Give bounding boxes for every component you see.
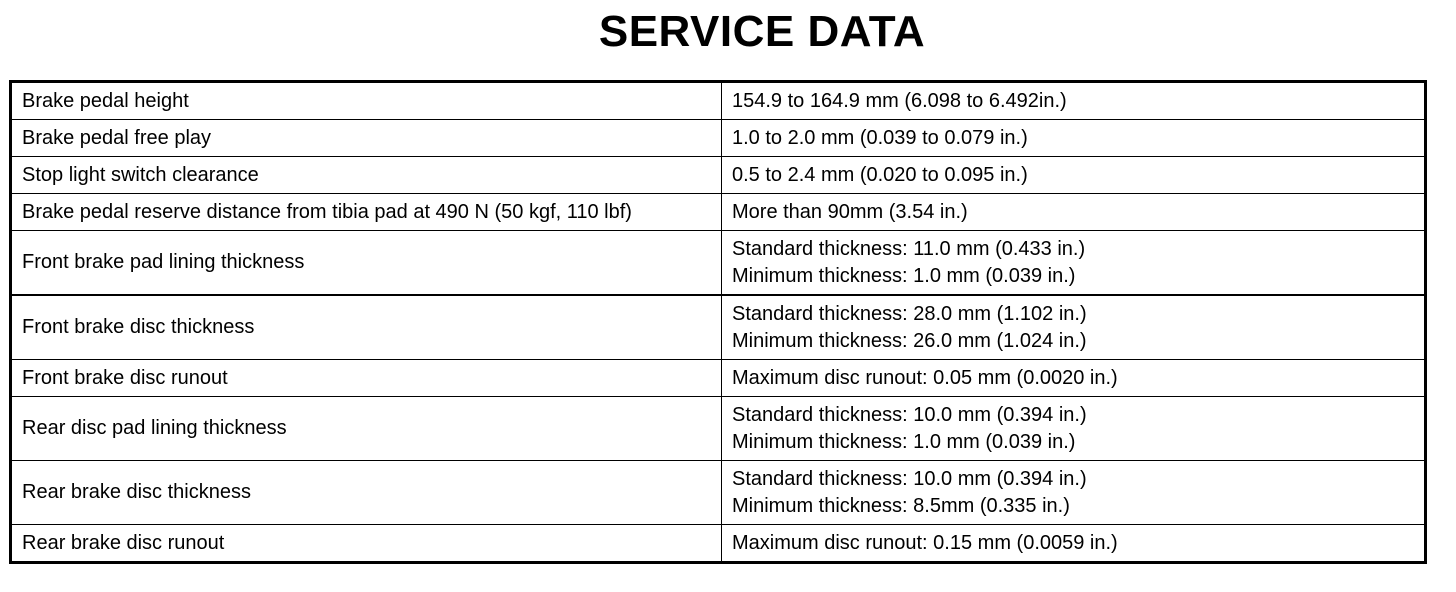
table-row	[11, 157, 1426, 194]
value-line: Minimum thickness: 26.0 mm (1.024 in.)	[732, 329, 1087, 352]
table-row	[11, 82, 1426, 120]
value-cell	[722, 82, 1426, 120]
value-line: Standard thickness: 10.0 mm (0.394 in.)	[732, 467, 1087, 490]
value-line: More than 90mm (3.54 in.)	[732, 200, 968, 223]
value-line: Minimum thickness: 1.0 mm (0.039 in.)	[732, 430, 1076, 453]
value-cell	[722, 360, 1426, 397]
value-cell	[722, 120, 1426, 157]
item-cell: Rear brake disc runout	[11, 525, 722, 563]
value-line: 154.9 to 164.9 mm (6.098 to 6.492in.)	[732, 89, 1067, 112]
table-row	[11, 525, 1426, 563]
table-row	[11, 397, 1426, 461]
table-row	[11, 461, 1426, 525]
value-cell	[722, 157, 1426, 194]
value-line: Standard thickness: 10.0 mm (0.394 in.)	[732, 403, 1087, 426]
table-row	[11, 360, 1426, 397]
value-line: Minimum thickness: 8.5mm (0.335 in.)	[732, 494, 1070, 517]
value-line: Standard thickness: 28.0 mm (1.102 in.)	[732, 302, 1087, 325]
item-cell: Front brake disc runout	[11, 360, 722, 397]
table-row	[11, 194, 1426, 231]
value-cell	[722, 231, 1426, 296]
value-line: 0.5 to 2.4 mm (0.020 to 0.095 in.)	[732, 163, 1028, 186]
item-cell: Front brake disc thickness	[11, 295, 722, 360]
value-cell	[722, 461, 1426, 525]
item-cell: Brake pedal height	[11, 82, 722, 120]
item-cell: Brake pedal free play	[11, 120, 722, 157]
table-row	[11, 295, 1426, 360]
value-cell	[722, 397, 1426, 461]
value-line: Standard thickness: 11.0 mm (0.433 in.)	[732, 237, 1086, 260]
item-cell: Brake pedal reserve distance from tibia pad at 490 N (50 kgf, 110 lbf)	[11, 194, 722, 231]
item-cell: Stop light switch clearance	[11, 157, 722, 194]
item-cell: Front brake pad lining thickness	[11, 231, 722, 296]
value-cell	[722, 194, 1426, 231]
service-data-table	[9, 80, 1427, 564]
value-cell	[722, 295, 1426, 360]
table-row	[11, 231, 1426, 296]
value-line: Maximum disc runout: 0.05 mm (0.0020 in.)	[732, 366, 1118, 389]
page-title: SERVICE DATA	[598, 7, 926, 56]
value-line: Minimum thickness: 1.0 mm (0.039 in.)	[732, 264, 1076, 287]
value-line: 1.0 to 2.0 mm (0.039 to 0.079 in.)	[732, 126, 1028, 149]
table-row	[11, 120, 1426, 157]
value-line: Maximum disc runout: 0.15 mm (0.0059 in.)	[732, 531, 1118, 554]
item-cell: Rear disc pad lining thickness	[11, 397, 722, 461]
value-cell	[722, 525, 1426, 563]
item-cell: Rear brake disc thickness	[11, 461, 722, 525]
